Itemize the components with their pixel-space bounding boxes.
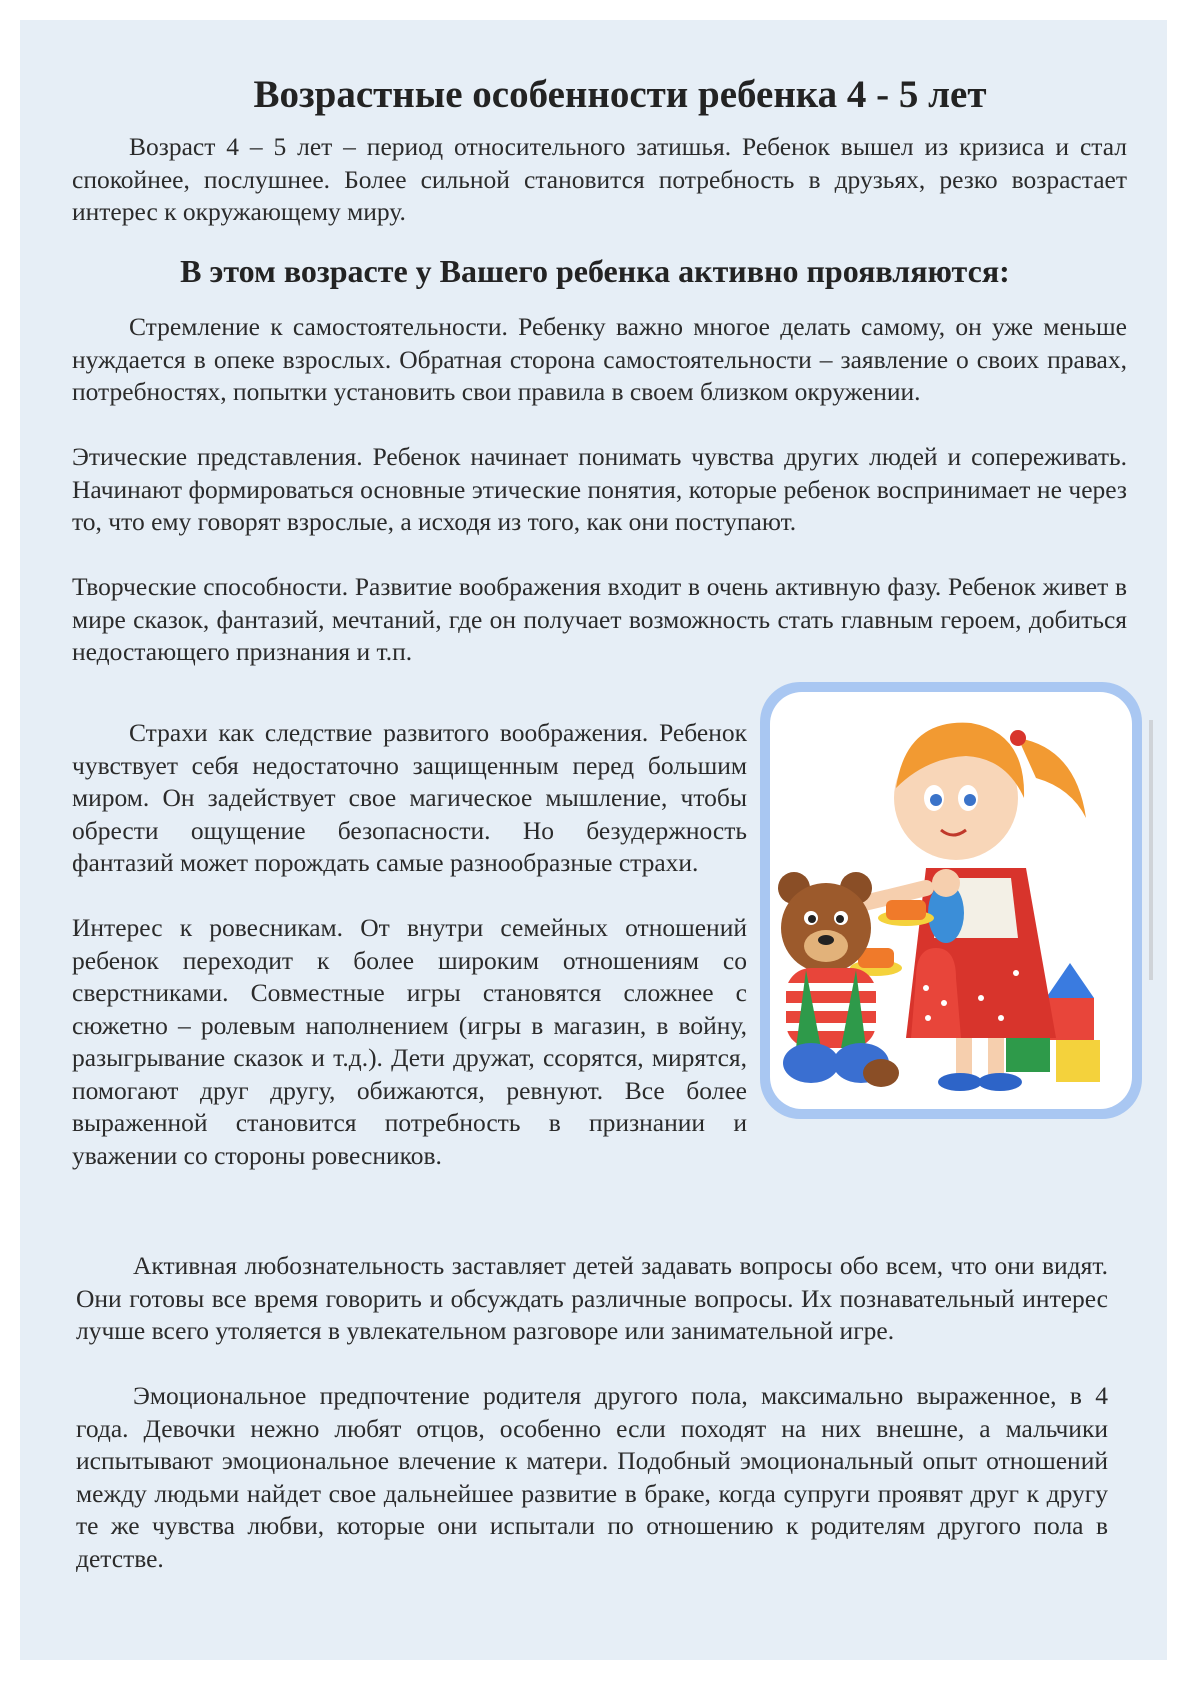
paragraph-creativity: Творческие способности. Развитие воображения входит в очень активную фазу. Ребенок живет в мире сказок, фантазий, мечтаний, где он получает возможность стать главным героем, добиться недостающего признания и т.п. — [72, 572, 1127, 666]
illustration-girl-with-toys — [756, 678, 1146, 1123]
intro-paragraph: Возраст 4 – 5 лет – период относительного затишья. Ребенок вышел из кризиса и стал спокойнее, послушнее. Более сильной становится потребность в друзьях, резко возрастает интерес к окружающему миру. — [72, 132, 1127, 226]
page-title: Возрастные особенности ребенка 4 - 5 лет — [253, 73, 987, 116]
paragraph-fears: Страхи как следствие развитого воображения. Ребенок чувствует себя недостаточно защищенным перед большим миром. Он задействует свое магическое мышление, чтобы обрести ощущение безопасности. Но безудержность фантазий может порождать самые разнообразные страхи. — [72, 718, 747, 877]
paragraph-emotional: Эмоциональное предпочтение родителя другого пола, максимально выраженное, в 4 года. Девочки нежно любят отцов, особенно если походят на них внешне, а мальчики испытывают эмоциональное влечение к матери. Подобный эмоциональный опыт отношений между людьми найдет свое дальнейшее развитие в браке, когда супруги проявят друг к другу те же чувства любви, которые они испытали по отношению к родителям другого пола в детстве. — [76, 1381, 1108, 1573]
document-page — [20, 20, 1167, 1660]
section-heading: В этом возрасте у Вашего ребенка активно проявляются: — [180, 253, 1010, 289]
paragraph-ethics: Этические представления. Ребенок начинает понимать чувства других людей и сопереживать. Начинают формироваться основные этические понятия, которые ребенок воспринимает не через то, что ему говорят взрослые, а исходя из того, как они поступают. — [72, 442, 1127, 536]
paragraph-curiosity: Активная любознательность заставляет детей задавать вопросы обо всем, что они видят. Они готовы все время говорить и обсуждать различные вопросы. Их познавательный интерес лучше всего утоляется в увлекательном разговоре или занимательной игре. — [76, 1251, 1108, 1345]
scan-edge-mark — [1145, 720, 1159, 980]
paragraph-independence: Стремление к самостоятельности. Ребенку важно многое делать самому, он уже меньше нуждается в опеке взрослых. Обратная сторона самостоятельности – заявление о своих правах, потребностях, попытки установить свои правила в своем близком окружении. — [72, 312, 1127, 406]
paragraph-peers: Интерес к ровесникам. От внутри семейных отношений ребенок переходит к более широким отношениям со сверстниками. Совместные игры становятся сложнее с сюжетно – ролевым наполнением (игры в магазин, в войну, разыгрывание сказок и т.д.). Дети дружат, ссорятся, мирятся, помогают друг другу, обижаются, ревнуют. Все более выраженной становится потребность в признании и уважении со стороны ровесников. — [72, 913, 747, 1170]
